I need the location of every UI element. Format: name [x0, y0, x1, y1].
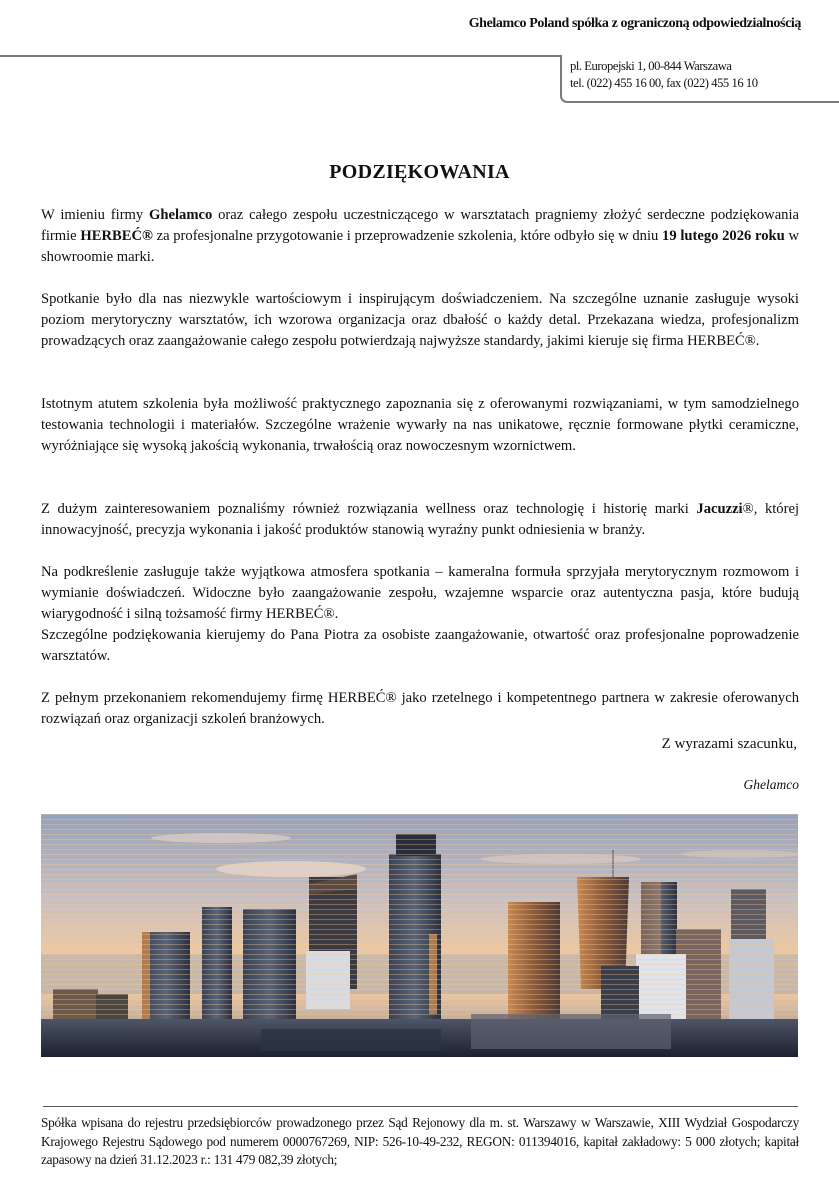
- paragraph-thanks-piotr: [41, 625, 799, 667]
- document-title: PODZIĘKOWANIA: [329, 161, 510, 183]
- text-run: oraz całego zespołu uczestniczącego w warsztatach pragniemy złożyć serdeczne podziękowania firmie: [41, 207, 800, 244]
- company-registration-info: Spółka wpisana do rejestru przedsiębiorców prowadzonego przez Sąd Rejonowy dla m. st. Warszawy w Warszawie, XIII Wydział Gospodarczy Krajowego Rejestru Sądowego pod numerem 0000767269, NIP: 526-10-49-232, REGON: 011394016, kapitał zakładowy: 5 000 złotych; kapitał zapasowy na dzień 31.12.2023 r.: 131 479 082,39 złotych;: [41, 1115, 799, 1167]
- text-run: w showroomie marki.: [41, 228, 799, 265]
- address-street: pl. Europejski 1, 00-844 Warszawa: [570, 59, 732, 73]
- signature: Ghelamco: [743, 777, 799, 792]
- paragraph-experience: [41, 289, 799, 352]
- address-phone-fax: tel. (022) 455 16 00, fax (022) 455 16 10: [570, 76, 758, 90]
- footer-divider: [43, 1106, 798, 1107]
- closing-salutation: Z wyrazami szacunku,: [661, 736, 797, 752]
- text-run: W imieniu firmy: [41, 207, 150, 223]
- paragraph-text: Na podkreślenie zasługuje także wyjątkowa atmosfera spotkania – kameralna formuła sprzyjała merytorycznym rozmowom i wymianie doświadczeń. Widoczne było zaangażowanie zespołu, wzajemne wsparcie oraz autentyczna pasja, które budują wiarygodność i silną tożsamość firmy HERBEĆ®.: [41, 564, 799, 622]
- paragraph-text: Istotnym atutem szkolenia była możliwość praktycznego zapoznania się z oferowanymi rozwiązaniami, w tym samodzielnego testowania technologii i materiałów. Szczególne wrażenie wywarły na nas unikatowe, ręcznie formowane płytki ceramiczne, wyróżniające się wysoką jakością wykonania, trwałością oraz nowoczesnym wzornictwem.: [41, 396, 799, 454]
- company-name-bold: Ghelamco: [149, 207, 213, 223]
- text-run: Z dużym zainteresowaniem poznaliśmy również rozwiązania wellness oraz technologię i historię marki: [41, 501, 697, 517]
- company-address: [570, 58, 758, 92]
- event-date-bold: 19 lutego 2026 roku: [662, 228, 785, 244]
- text-run: ®, której innowacyjność, precyzja wykonania i jakość produktów stanowią wyraźny punkt odniesienia w branży.: [41, 501, 799, 538]
- paragraph-wellness: [41, 499, 799, 541]
- city-skyline-photo: [41, 814, 798, 1057]
- paragraph-text: Z pełnym przekonaniem rekomendujemy firmę HERBEĆ® jako rzetelnego i kompetentnego partnera w zakresie oferowanych rozwiązań oraz organizacji szkoleń branżowych.: [41, 690, 799, 727]
- paragraph-text: Szczególne podziękowania kierujemy do Pana Piotra za osobiste zaangażowanie, otwartość oraz profesjonalne poprowadzenie warsztatów.: [41, 627, 799, 664]
- text-run: za profesjonalne przygotowanie i przeprowadzenie szkolenia, które odbyło się w dniu: [152, 228, 663, 244]
- paragraph-practical: [41, 394, 799, 457]
- paragraph-text: Spotkanie było dla nas niezwykle wartościowym i inspirującym doświadczeniem. Na szczególne uznanie zasługuje wysoki poziom merytoryczny warsztatów, ich wzorowa organizacja oraz dbałość o każdy detal. Przekazana wiedza, profesjonalizm prowadzących oraz zaangażowanie całego zespołu potwierdzają najwyższe standardy, jakimi kieruje się firma HERBEĆ®.: [41, 291, 799, 349]
- header-divider: [0, 55, 562, 57]
- paragraph-recommendation: [41, 688, 799, 730]
- paragraph-atmosphere: [41, 562, 799, 625]
- paragraph-intro: [41, 205, 799, 268]
- company-name: Ghelamco Poland spółka z ograniczoną odpowiedzialnością: [468, 16, 801, 31]
- brand-jacuzzi-bold: Jacuzzi: [696, 501, 743, 517]
- brand-name-bold: HERBEĆ®: [80, 228, 153, 244]
